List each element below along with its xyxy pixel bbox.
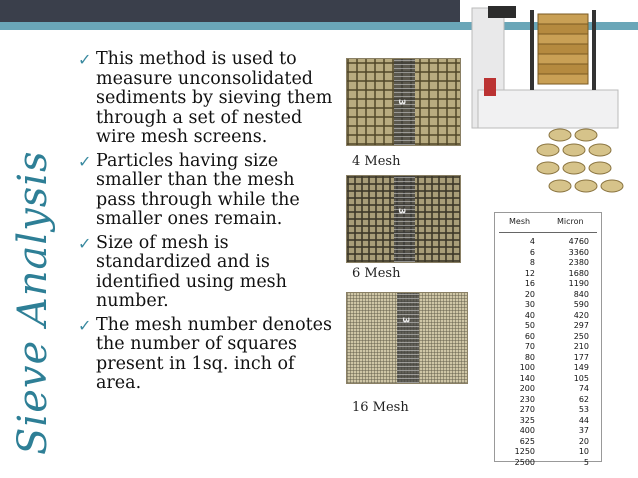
column-header-micron: Micron: [557, 217, 584, 226]
table-row: [495, 395, 601, 406]
mesh-value: 4: [529, 237, 535, 246]
table-row: [495, 426, 601, 437]
micron-value: 420: [573, 310, 589, 320]
ruler-digit: 3: [400, 316, 411, 324]
bullet-text: Size of mesh is standardized and is identified using mesh number.: [96, 232, 287, 311]
table-row: [495, 342, 601, 353]
micron-value: 590: [573, 300, 589, 309]
table-row: [495, 269, 601, 280]
mesh-value: 625: [519, 436, 535, 446]
micron-value: 5: [583, 457, 589, 467]
ruler-icon: [397, 293, 419, 383]
mesh-value: 325: [519, 415, 535, 425]
bullet-item: [76, 152, 338, 230]
ruler-icon: [394, 176, 414, 262]
slide-title: Sieve Analysis: [10, 150, 56, 455]
micron-value: 1190: [568, 279, 589, 288]
checkmark-icon: ✓: [78, 233, 92, 253]
micron-value: 62: [578, 394, 589, 404]
bullet-text: The mesh number denotes the number of squares present in 1sq. inch of area.: [96, 314, 332, 393]
table-row: [495, 290, 601, 301]
table-row: [495, 311, 601, 322]
mesh-value: 230: [519, 394, 535, 404]
mesh-4-photo: [346, 58, 461, 146]
sieve-shaker-photo: [464, 0, 634, 205]
micron-value: 3360: [568, 247, 589, 257]
mesh-6-photo: [346, 175, 461, 263]
micron-value: 177: [573, 352, 589, 362]
mesh-value: 100: [519, 363, 535, 372]
mesh-value: 1250: [514, 447, 535, 456]
table-header: [495, 217, 601, 229]
column-header-mesh: Mesh: [509, 217, 531, 226]
mesh-16-photo: [346, 292, 468, 384]
bullet-item: [76, 50, 338, 148]
micron-value: 44: [578, 415, 589, 425]
micron-value: 297: [573, 321, 589, 330]
table-row: [495, 374, 601, 385]
bullet-text: Particles having size smaller than the mesh pass through while the smaller ones remain.: [96, 150, 300, 229]
table-row: [495, 300, 601, 311]
table-row: [495, 321, 601, 332]
mesh-value: 8: [529, 258, 535, 267]
checkmark-icon: ✓: [78, 315, 92, 335]
mesh-value: 400: [519, 426, 535, 435]
bullet-item: [76, 234, 338, 312]
micron-value: 20: [578, 436, 589, 446]
mesh-value: 6: [529, 247, 535, 257]
checkmark-icon: ✓: [78, 50, 92, 69]
ruler-icon: [394, 59, 414, 145]
micron-value: 10: [578, 447, 589, 456]
mesh-value: 30: [524, 300, 535, 309]
micron-value: 105: [573, 373, 589, 383]
micron-value: 53: [578, 405, 589, 414]
mesh-6-label: 6 Mesh: [352, 266, 401, 281]
table-row: [495, 353, 601, 364]
table-row: [495, 332, 601, 343]
table-row: [495, 258, 601, 269]
bullet-text: This method is used to measure unconsolidated sediments by sieving them through a set of nested wire mesh screens.: [96, 49, 333, 147]
mesh-value: 50: [524, 321, 535, 330]
shaker-body: [478, 90, 618, 128]
ruler-digit: 3: [396, 207, 407, 215]
bullet-list: [76, 50, 338, 398]
mesh-value: 70: [524, 342, 535, 351]
mesh-4-label: 4 Mesh: [352, 154, 401, 169]
mesh-value: 2500: [514, 457, 535, 467]
header-accent-stripe: [0, 22, 460, 30]
mesh-value: 140: [519, 373, 535, 383]
table-row: [495, 447, 601, 458]
mesh-value: 80: [524, 352, 535, 362]
table-row: [495, 384, 601, 395]
mesh-value: 270: [519, 405, 535, 414]
micron-value: 37: [578, 426, 589, 435]
mesh-value: 200: [519, 384, 535, 393]
sieve-stack-icon: [530, 10, 596, 90]
table-row: [495, 437, 601, 448]
header-divider: [499, 232, 597, 233]
micron-value: 149: [573, 363, 589, 372]
mesh-value: 12: [524, 268, 535, 278]
shaker-top: [488, 6, 516, 18]
sieve-pans-icon: [537, 129, 623, 192]
table-row: [495, 237, 601, 248]
table-row: [495, 248, 601, 259]
micron-value: 4760: [568, 237, 589, 246]
micron-value: 74: [578, 384, 589, 393]
control-panel-icon: [484, 78, 496, 96]
mesh-value: 16: [524, 279, 535, 288]
mesh-value: 60: [524, 331, 535, 341]
bullet-item: [76, 316, 338, 394]
micron-value: 250: [573, 331, 589, 341]
table-row: [495, 458, 601, 469]
mesh-16-label: 16 Mesh: [352, 400, 409, 415]
micron-value: 210: [573, 342, 589, 351]
mesh-value: 20: [524, 289, 535, 299]
ruler-digit: 3: [396, 98, 407, 106]
checkmark-icon: ✓: [78, 151, 92, 171]
table-row: [495, 363, 601, 374]
mesh-micron-table: [494, 212, 602, 467]
header-bar: [0, 0, 460, 22]
micron-value: 840: [573, 289, 589, 299]
micron-value: 2380: [568, 258, 589, 267]
mesh-value: 40: [524, 310, 535, 320]
table-row: [495, 405, 601, 416]
table-row: [495, 279, 601, 290]
micron-value: 1680: [568, 268, 589, 278]
table-row: [495, 416, 601, 427]
table-body: [495, 237, 601, 468]
